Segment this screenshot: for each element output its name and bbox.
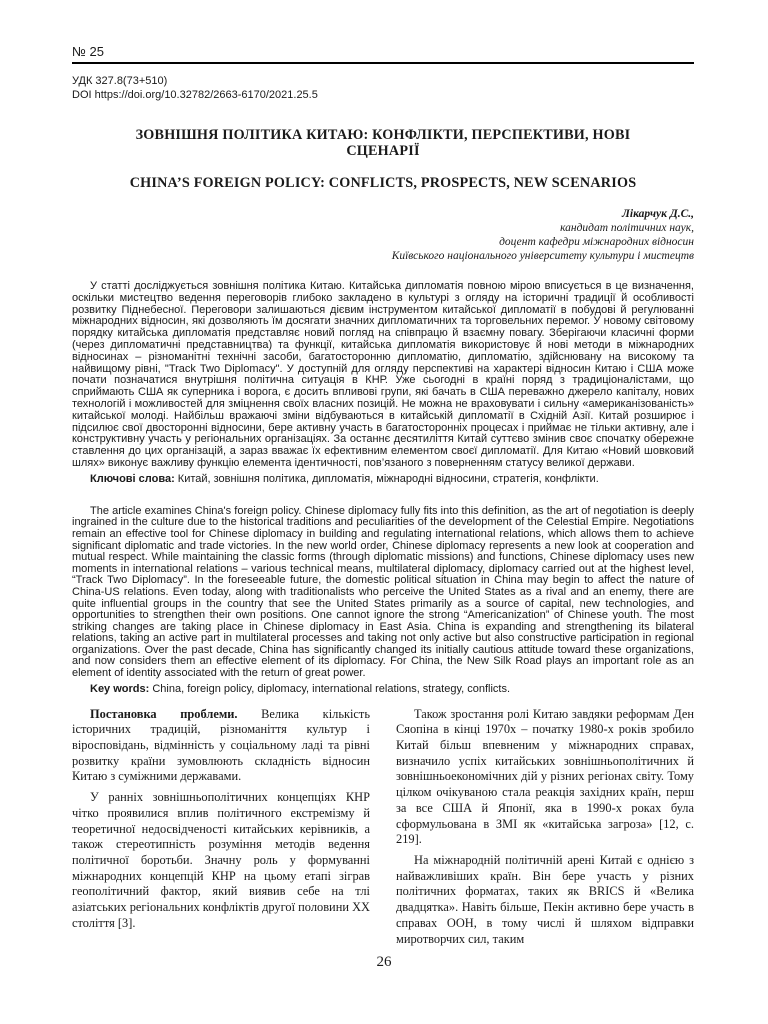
title-ukrainian: ЗОВНІШНЯ ПОЛІТИКА КИТАЮ: КОНФЛІКТИ, ПЕРСПЕКТИВИ, НОВІ СЦЕНАРІЇ [135, 127, 631, 159]
body-column-left [72, 707, 370, 953]
body-column-right [396, 707, 694, 953]
section-heading: Постановка проблеми. [90, 706, 238, 721]
keywords-en-label: Key words: [90, 682, 150, 695]
page-number: 26 [376, 954, 392, 970]
udc-code: УДК 327.8(73+510) [72, 75, 168, 87]
author-degree: кандидат політичних наук, [560, 222, 694, 234]
header-rule [72, 62, 694, 64]
paragraph-text: Велика кількість історичних традицій, різноманіття культур і віросповідань, відмінність у соціальному ладі та рівні розвитку країни зумовлюють складність відносин Китаю з суміжними державами. [72, 706, 370, 784]
doi-link[interactable]: DOI https://doi.org/10.32782/2663-6170/2021.25.5 [72, 89, 318, 101]
body-paragraph: У ранніх зовнішньополітичних концепціях КНР чітко проявилися вплив політичного екстремізму й теоретичної недосвідченості китайських керівників, а також стереотипність розуміння методів ведення політичної боротьби. Значну роль у формуванні міжнародних концепцій КНР на цьому етапі зіграв геополітичний фактор, який виявив себе на тлі азіатських регіональних конфліктів другої половини XX століття [3]. [72, 790, 370, 930]
issue-number: № 25 [72, 44, 105, 59]
keywords-ukrainian [72, 473, 694, 485]
author-institution: Київського національного університету культури і мистецтв [391, 250, 694, 262]
author-name: Лікарчук Д.С., [622, 208, 694, 220]
author-block [72, 207, 694, 263]
keywords-en-text: China, foreign policy, diplomacy, international relations, strategy, conflicts. [149, 682, 511, 695]
article-page [72, 42, 694, 952]
keywords-ua-label: Ключові слова: [90, 472, 175, 485]
keywords-english [72, 683, 694, 695]
body-paragraph: На міжнародній політичній арені Китай є однією з найважливіших країн. Він бере участь у різних політичних форматах, таких як BRICS й «Велика двадцятка». Навіть більше, Пекін активно бере участь в справах ООН, в тому числі й шляхом відправки миротворчих сил, таким [396, 852, 694, 946]
body-columns [72, 707, 694, 953]
abstract-english: The article examines China's foreign policy. Chinese diplomacy fully fits into this definition, as the art of negotiation is deeply ingrained in the culture due to the historical traditions and peculiarities of the development of the Celestial Empire. Negotiations remain an effective tool for Chinese diplomacy in building and regulating international relations, which allows them to achieve significant diplomatic and trade victories. In the new world order, Chinese diplomacy represents a new look at cooperation and mutual respect. While maintaining the classic forms (through diplomatic missions) and functions, Chinese diplomacy uses new moments in international relations – various technical means, multilateral diplomacy, diplomacy carried out at the highest level, “Track Two Diplomacy”. In the foreseeable future, the domestic political situation in China may begin to affect the nature of China-US relations. Even today, along with traditionalists who perceive the United States as a rival and an enemy, there are quite influential groups in the country that see the United States primarily as a source of capital, new technologies, and opportunities to strengthen their own positions. One cannot ignore the strong “Americanization” of Chinese youth. The most striking changes are taking place in Chinese diplomacy in East Asia. China is expanding and strengthening its bilateral relations, taking an active part in multilateral processes and taking not only active but also constructive participation in regional organizations. Over the past decade, China has significantly changed its initially cautious attitude toward these organizations, and now considers them an effective element of its diplomacy. For China, the New Silk Road plays an important role as an element of identity associated with the return of great power. [72, 504, 694, 680]
body-paragraph [72, 707, 370, 786]
title-english: CHINA’S FOREIGN POLICY: CONFLICTS, PROSPECTS, NEW SCENARIOS [129, 175, 637, 191]
body-paragraph: Також зростання ролі Китаю завдяки реформам Ден Сяопіна в кінці 1970х – початку 1980-х років зробило Китай більш впевненим у міжнародних справах, визначило успіх китайських зовнішньополітичних й зовнішньоекономічних дій у різних регіонах світу. Тому цілком очікуваною стала реакція західних країн, перш за все США й Японії, яка в 1990-х роках була сформульована в ЗМІ як «китайська загроза» [12, с. 219]. [396, 706, 694, 847]
abstract-ukrainian: У статті досліджується зовнішня політика Китаю. Китайська дипломатія повною мірою вписується в це визначення, оскільки мистецтво ведення переговорів глибоко закладено в культурі з огляду на історичні традиції й особливості розвитку Піднебесної. Переговори залишаються дієвим інструментом китайської дипломатії в побудові й регулюванні міжнародних відносин, які дозволяють їм досягати значних дипломатичних та торговельних перемог. У новому світовому порядку китайська дипломатія представляє новий погляд на співпрацю й взаємну повагу. Зберігаючи класичні форми (через дипломатичні представництва) та функції, китайська дипломатія використовує й нові методи в міжнародних відносинах – різноманітні технічні засоби, багатосторонню дипломатію, дипломатію, здійснювану на високому та найвищому рівні, "Track Two Diplomacy". У доступній для огляду перспективі на характері відносин Китаю і США може почати позначатися внутрішня політична ситуація в КНР. Уже сьогодні в країні поряд з традиціоналістами, що сприймають США як суперника і ворога, є досить впливові групи, які бачать в США переважно джерело капіталу, нових технологій і можливостей для зміцнення своїх власних позицій. Не можна не враховувати і сильну «американізованість» китайської молоді. Найбільш вражаючі зміни відбуваються в китайській дипломатії в Східній Азії. Китай розширює і підсилює свої двосторонні відносини, бере активну участь в багатосторонніх процесах і приймає не тільки активну, але і конструктивну участь у регіональних організаціях. За останнє десятиліття Китай суттєво змінив своє спочатку обережне ставлення до цих організацій, а зараз вважає їх ефективним елементом своєї дипломатії. Для Китаю «Новий шовковий шлях» виконує важливу функцію елемента ідентичності, пов’язаного з поверненням статусу великої держави. [72, 280, 694, 469]
keywords-ua-text: Китай, зовнішня політика, дипломатія, міжнародні відносини, стратегія, конфлікти. [174, 472, 599, 485]
author-position: доцент кафедри міжнародних відносин [499, 236, 694, 248]
